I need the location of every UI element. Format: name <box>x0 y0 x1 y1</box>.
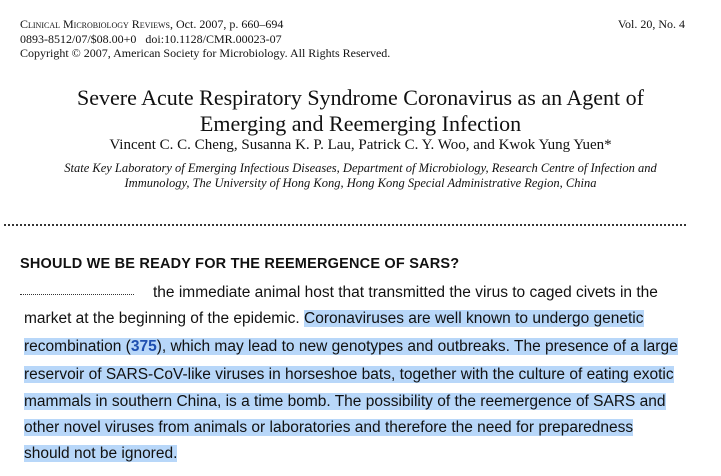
journal-header <box>20 17 390 61</box>
article-title-line-1: Severe Acute Respiratory Syndrome Coronavirus as an Agent of <box>77 85 644 110</box>
highlighted-text: other novel viruses from animals or laboratories and therefore the need for preparedness <box>24 419 634 436</box>
highlighted-text: Coronaviruses are well known to undergo genetic <box>304 310 644 327</box>
paragraph-line-5 <box>24 390 666 414</box>
copyright-line: Copyright © 2007, American Society for Microbiology. All Rights Reserved. <box>20 46 391 60</box>
paragraph-line-6 <box>24 416 633 440</box>
journal-citation-line <box>20 17 390 32</box>
affiliation-line-2: Immunology, The University of Hong Kong, Hong Kong Special Administrative Region, China <box>124 176 597 190</box>
volume-number: Vol. 20, No. 4 <box>617 17 685 31</box>
article-title <box>0 85 721 137</box>
author-list: Vincent C. C. Cheng, Susanna K. P. Lau, Patrick C. Y. Woo, and Kwok Yung Yuen* <box>109 137 612 153</box>
issue-date-pages: , Oct. 2007, p. 660–694 <box>170 17 284 31</box>
paragraph-line-7 <box>24 442 177 466</box>
highlighted-text: mammals in southern China, is a time bomb. The possibility of the reemergence of SARS and <box>24 393 666 410</box>
article-title-line-2: Emerging and Reemerging Infection <box>199 111 522 136</box>
section-divider <box>4 224 686 226</box>
paragraph-line-4 <box>24 363 674 387</box>
highlighted-text: reservoir of SARS-CoV-like viruses in horseshoe bats, together with the culture of eating exotic <box>24 366 674 383</box>
paragraph-line-3-post: ), which may lead to new genotypes and outbreaks. The presence of a large <box>156 338 678 355</box>
journal-name: Clinical Microbiology Reviews <box>20 17 170 31</box>
highlighted-text: should not be ignored. <box>24 445 178 462</box>
section-heading: SHOULD WE BE READY FOR THE REEMERGENCE OF SARS? <box>20 256 460 272</box>
paragraph-line-3-pre: recombination ( <box>24 338 131 355</box>
paragraph-line-2-plain: market at the beginning of the epidemic. <box>24 310 305 327</box>
omitted-text-leader <box>20 294 134 295</box>
issn-doi-line: 0893-8512/07/$08.00+0 doi:10.1128/CMR.00023-07 <box>20 31 282 46</box>
affiliation <box>0 161 721 191</box>
affiliation-line-1: State Key Laboratory of Emerging Infectious Diseases, Department of Microbiology, Research Centre of Infection and <box>64 161 657 175</box>
paragraph-line-1: the immediate animal host that transmitted the virus to caged civets in the <box>153 284 658 301</box>
paragraph-line-2 <box>24 307 644 331</box>
paragraph-line-3 <box>24 335 678 359</box>
reference-link-375[interactable]: 375 <box>130 338 157 355</box>
